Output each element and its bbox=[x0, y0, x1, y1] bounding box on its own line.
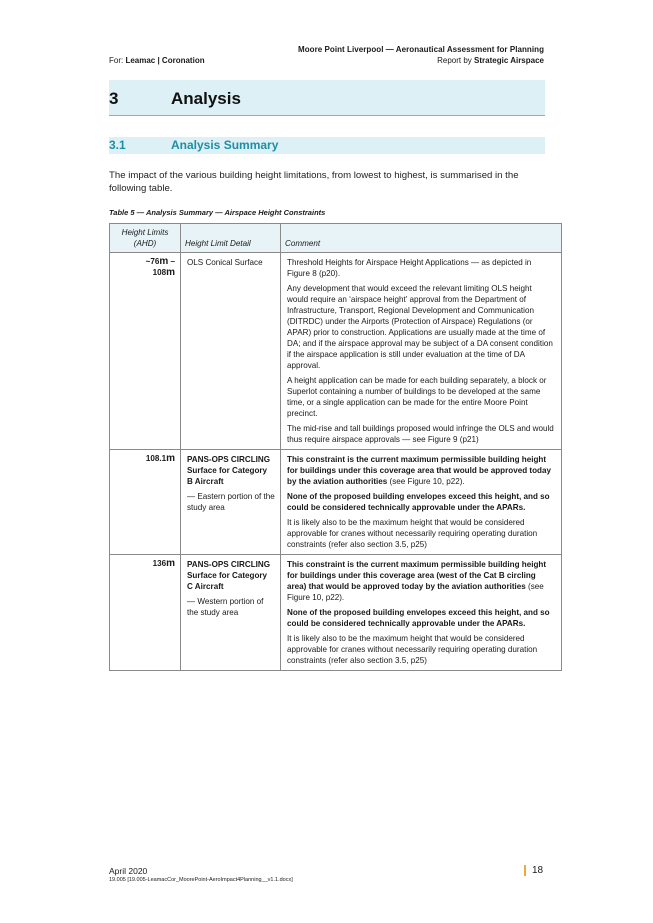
column-header-detail: Height Limit Detail bbox=[181, 224, 281, 253]
height-unit: m bbox=[166, 558, 175, 569]
height-detail-subtitle: — Eastern portion of the study area bbox=[187, 492, 275, 512]
height-value-b: 108 bbox=[152, 268, 167, 277]
comment-paragraph: The mid-rise and tall buildings proposed would infringe the OLS and would thus require airspace approvals — see Figure 9 (p21) bbox=[287, 424, 554, 444]
height-detail-cell bbox=[181, 450, 281, 555]
table-caption: Table 5 — Analysis Summary — Airspace Height Constraints bbox=[109, 208, 326, 217]
comment-bold-text: This constraint is the current maximum permissible building height for buildings under this coverage area that would be approved today by the aviation authorities bbox=[287, 455, 551, 486]
footer-file-reference: 19.005 [19.005-LeamacCor_MoorePoint-AeroImpact4Planning__v1.1.docx] bbox=[109, 877, 293, 883]
comment-paragraph: Threshold Heights for Airspace Height Applications — as depicted in Figure 8 (p20). bbox=[287, 258, 532, 278]
comment-paragraph bbox=[287, 454, 555, 487]
header-report-by-name: Strategic Airspace bbox=[474, 56, 544, 65]
intro-paragraph: The impact of the various building height limitations, from lowest to highest, is summarised in the following table. bbox=[109, 170, 519, 194]
height-unit: m bbox=[166, 453, 175, 464]
header-report-by-prefix: Report by bbox=[437, 56, 475, 65]
height-limit-cell bbox=[110, 253, 181, 450]
height-detail-cell bbox=[181, 253, 281, 450]
height-detail-cell bbox=[181, 555, 281, 671]
comment-paragraph: Any development that would exceed the relevant limiting OLS height would require an ‘airspace height’ approval from the Department of Infrastructure, Transport, Regional Development and Communication (DITRDC) under the Airports (Protection of Airspace) Regulations (or APAR) prior to construction. Applications are usually made at the time of DA; and if the airspace approval may be subject of a DA consent condition if the airspace application is still under evaluation at the time of DA approval. bbox=[287, 284, 553, 370]
comment-paragraph: It is likely also to be the maximum height that would be considered approvable for cranes without necessarily requiring operating duration constraints (refer also section 3.5, p25) bbox=[287, 634, 538, 665]
height-unit-b: m bbox=[166, 267, 175, 278]
height-value: 136 bbox=[152, 559, 167, 568]
column-header-comment: Comment bbox=[281, 224, 562, 253]
header-client bbox=[109, 56, 205, 65]
section-number: 3 bbox=[109, 89, 119, 108]
table-row bbox=[110, 555, 562, 671]
column-header-height: Height Limits (AHD) bbox=[110, 224, 181, 253]
comment-paragraph bbox=[287, 559, 555, 603]
footer-date: April 2020 bbox=[109, 866, 148, 876]
comment-paragraph: It is likely also to be the maximum height that would be considered approvable for cranes without necessarily requiring operating duration constraints (refer also section 3.5, p25) bbox=[287, 518, 538, 549]
height-value-a: ~76 bbox=[145, 257, 160, 266]
table-row bbox=[110, 253, 562, 450]
header-for-prefix: For: bbox=[109, 56, 126, 65]
height-detail-title: PANS-OPS CIRCLING Surface for Category C Aircraft bbox=[187, 560, 271, 591]
comment-cell bbox=[281, 253, 562, 450]
height-detail-title: PANS-OPS CIRCLING Surface for Category B Aircraft bbox=[187, 455, 271, 486]
height-separator: – bbox=[168, 257, 175, 266]
height-detail-text: OLS Conical Surface bbox=[187, 258, 263, 267]
header-project-title: Moore Point Liverpool — Aeronautical Assessment for Planning bbox=[298, 45, 544, 54]
comment-paragraph: None of the proposed building envelopes exceed this height, and so could be considered technically approvable under the APARs. bbox=[287, 492, 550, 512]
height-detail-subtitle: — Western portion of the study area bbox=[187, 597, 264, 617]
table-header-row bbox=[110, 224, 562, 253]
analysis-summary-table bbox=[109, 223, 562, 671]
comment-paragraph: None of the proposed building envelopes exceed this height, and so could be considered technically approvable under the APARs. bbox=[287, 608, 550, 628]
comment-cell bbox=[281, 450, 562, 555]
table-row bbox=[110, 450, 562, 555]
subsection-title: Analysis Summary bbox=[171, 138, 279, 152]
height-limit-cell bbox=[110, 450, 181, 555]
height-unit-a: m bbox=[159, 256, 169, 267]
section-title: Analysis bbox=[171, 89, 241, 108]
subsection-number: 3.1 bbox=[109, 138, 126, 152]
height-limit-cell bbox=[110, 555, 181, 671]
header-report-by bbox=[437, 56, 544, 65]
comment-bold-text: This constraint is the current maximum permissible building height for buildings under this coverage area (west of the Cat B circling area) that would be approved today by the aviation authorities bbox=[287, 560, 547, 591]
comment-text: (see Figure 10, p22). bbox=[287, 582, 544, 602]
section-heading bbox=[109, 80, 545, 116]
height-value: 108.1 bbox=[145, 454, 167, 463]
page-number: 18 bbox=[532, 865, 544, 876]
header-client-name: Leamac | Coronation bbox=[125, 56, 205, 65]
footer-divider bbox=[524, 865, 526, 876]
comment-cell bbox=[281, 555, 562, 671]
subsection-heading bbox=[109, 137, 545, 154]
comment-paragraph: A height application can be made for each building separately, a block or Superlot containing a number of buildings to be developed at the same time, or a single application can be made for the entire Moore Point precinct. bbox=[287, 376, 547, 418]
comment-text: (see Figure 10, p22). bbox=[387, 477, 465, 486]
